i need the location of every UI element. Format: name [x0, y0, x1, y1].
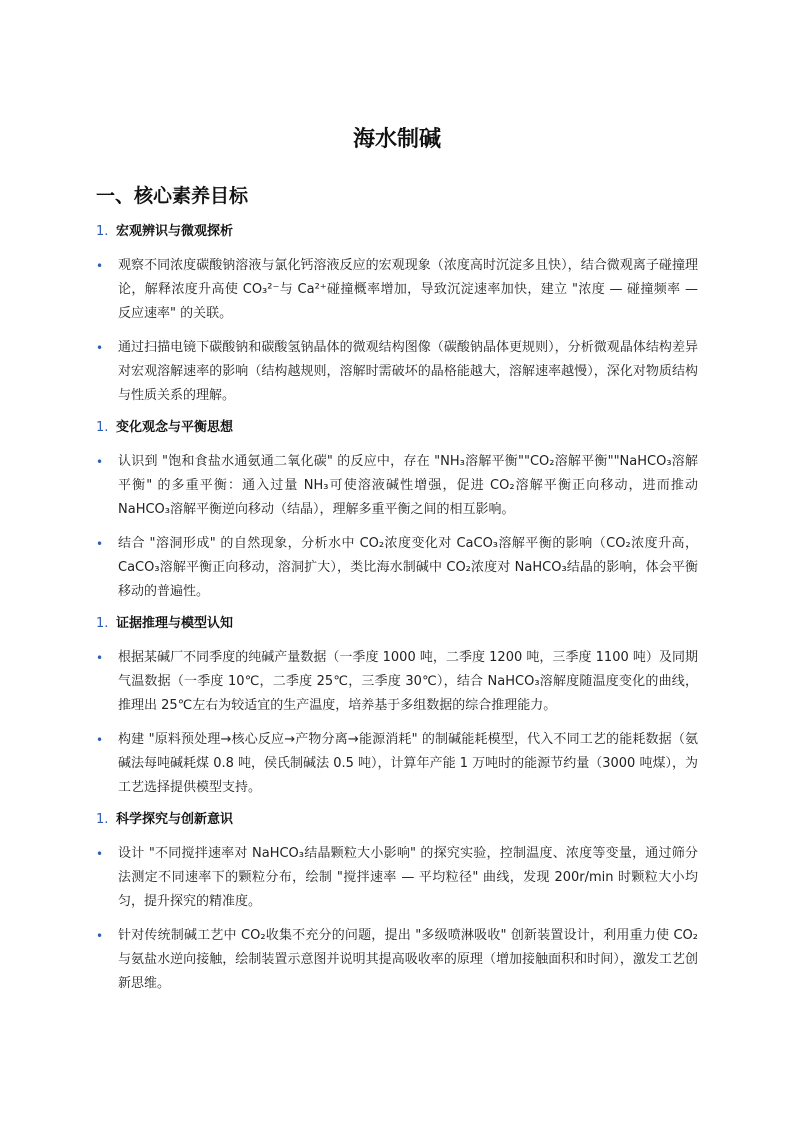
section-heading: 一、核心素养目标: [96, 185, 249, 207]
list-item-text: 观察不同浓度碳酸钠溶液与氯化钙溶液反应的宏观现象（浓度高时沉淀多且快），结合微观离子碰撞理论，解释浓度升高使 CO₃²⁻与 Ca²⁺碰撞概率增加，导致沉淀速率加快，建立 "浓度 — 碰撞频率 — 反应速率" 的关联。: [118, 258, 698, 321]
list-item-text: 构建 "原料预处理→核心反应→产物分离→能源消耗" 的制碱能耗模型，代入不同工艺的能耗数据（氨碱法每吨碱耗煤 0.8 吨，侯氏制碱法 0.5 吨），计算年产能 1 万吨时的能源节约量（3000 吨煤），为工艺选择提供模型支持。: [118, 732, 698, 795]
list-item: [96, 450, 698, 522]
objective-group: [96, 810, 698, 996]
bullet-icon: •: [96, 537, 104, 551]
objective-group: [96, 418, 698, 604]
objective-group: [96, 222, 698, 408]
bullet-icon: •: [96, 651, 104, 665]
bullet-icon: •: [96, 455, 104, 469]
list-item: [96, 646, 698, 718]
bullet-icon: •: [96, 929, 104, 943]
bullet-icon: •: [96, 733, 104, 747]
list-number: 1.: [96, 616, 109, 631]
subsection-title: 宏观辨识与微观探析: [116, 224, 234, 239]
list-item: [96, 728, 698, 800]
subsection-title: 变化观念与平衡思想: [116, 420, 234, 435]
bullet-icon: •: [96, 847, 104, 861]
list-item: [96, 924, 698, 996]
list-number: 1.: [96, 420, 109, 435]
bullet-icon: •: [96, 341, 104, 355]
list-number: 1.: [96, 224, 109, 239]
subsection-heading: [96, 418, 698, 438]
subsection-title: 证据推理与模型认知: [116, 616, 234, 631]
list-item-text: 通过扫描电镜下碳酸钠和碳酸氢钠晶体的微观结构图像（碳酸钠晶体更规则），分析微观晶体结构差异对宏观溶解速率的影响（结构越规则，溶解时需破坏的晶格能越大，溶解速率越慢），深化对物质结构与性质关系的理解。: [118, 340, 698, 403]
list-item-text: 针对传统制碱工艺中 CO₂收集不充分的问题，提出 "多级喷淋吸收" 创新装置设计，利用重力使 CO₂与氨盐水逆向接触，绘制装置示意图并说明其提高吸收率的原理（增加接触面积和时间），激发工艺创新思维。: [118, 928, 698, 991]
list-item: [96, 254, 698, 326]
objective-group: [96, 614, 698, 800]
subsection-heading: [96, 222, 698, 242]
list-item-text: 认识到 "饱和食盐水通氨通二氧化碳" 的反应中，存在 "NH₃溶解平衡""CO₂溶解平衡""NaHCO₃溶解平衡" 的多重平衡：通入过量 NH₃可使溶液碱性增强，促进 CO₂溶解平衡正向移动，进而推动 NaHCO₃溶解平衡逆向移动（结晶），理解多重平衡之间的相互影响。: [118, 454, 698, 517]
list-item: [96, 842, 698, 914]
subsection-heading: [96, 810, 698, 830]
list-item: [96, 336, 698, 408]
list-number: 1.: [96, 812, 109, 827]
list-item: [96, 532, 698, 604]
list-item-text: 结合 "溶洞形成" 的自然现象，分析水中 CO₂浓度变化对 CaCO₃溶解平衡的影响（CO₂浓度升高，CaCO₃溶解平衡正向移动，溶洞扩大），类比海水制碱中 CO₂浓度对 NaHCO₃结晶的影响，体会平衡移动的普遍性。: [118, 536, 698, 599]
subsection-title: 科学探究与创新意识: [116, 812, 234, 827]
content-body: [96, 222, 698, 1006]
list-item-text: 设计 "不同搅拌速率对 NaHCO₃结晶颗粒大小影响" 的探究实验，控制温度、浓度等变量，通过筛分法测定不同速率下的颗粒分布，绘制 "搅拌速率 — 平均粒径" 曲线，发现 200r/min 时颗粒大小均匀，提升探究的精准度。: [118, 846, 698, 909]
bullet-icon: •: [96, 259, 104, 273]
subsection-heading: [96, 614, 698, 634]
list-item-text: 根据某碱厂不同季度的纯碱产量数据（一季度 1000 吨，二季度 1200 吨，三季度 1100 吨）及同期气温数据（一季度 10℃，二季度 25℃，三季度 30℃），结合 NaHCO₃溶解度随温度变化的曲线，推理出 25℃左右为较适宜的生产温度，培养基于多组数据的综合推理能力。: [118, 650, 698, 713]
page-title: 海水制碱: [352, 127, 441, 152]
